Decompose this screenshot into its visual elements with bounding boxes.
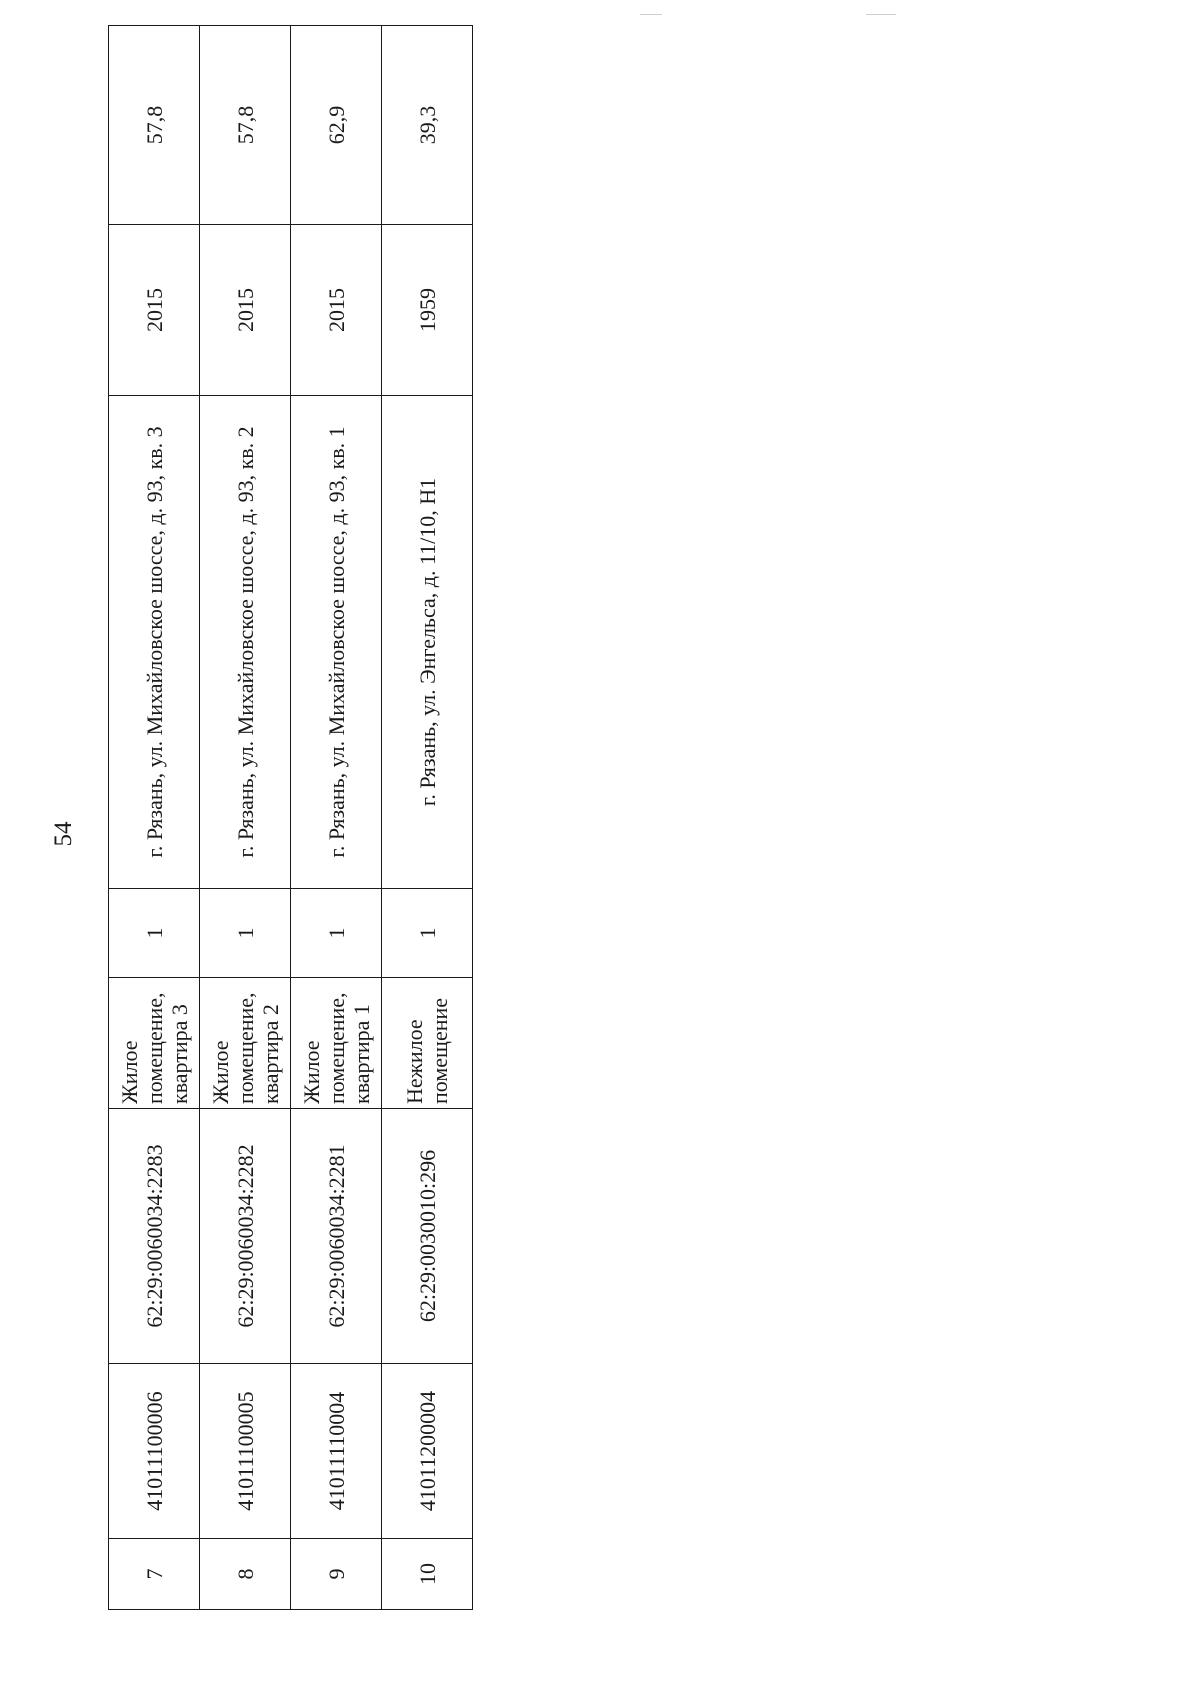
- cell-year: 1959: [382, 225, 473, 396]
- cell-area: 57,8: [109, 26, 200, 225]
- cell-year: 2015: [200, 225, 291, 396]
- object-name-text: Нежилое помещение: [402, 997, 452, 1104]
- cell-quantity: 1: [200, 889, 291, 978]
- property-table: [108, 25, 473, 1610]
- cell-object-name: [382, 978, 473, 1109]
- cell-cadastral-number: 62:29:0060034:2283: [109, 1109, 200, 1364]
- table-row: [200, 26, 291, 1610]
- cell-quantity: 1: [382, 889, 473, 978]
- cell-number: 8: [200, 1539, 291, 1610]
- cell-inventory-number: 41011200004: [382, 1364, 473, 1539]
- cell-cadastral-number: 62:29:0060034:2281: [291, 1109, 382, 1364]
- cell-quantity: 1: [109, 889, 200, 978]
- property-table-rotated: [108, 98, 472, 1610]
- cell-year: 2015: [291, 225, 382, 396]
- table-row: [291, 26, 382, 1610]
- table-row: [382, 26, 473, 1610]
- cell-address: г. Рязань, ул. Михайловское шоссе, д. 93, кв. 2: [200, 396, 291, 889]
- cell-area: 39,3: [382, 26, 473, 225]
- cell-object-name: [291, 978, 382, 1109]
- page-number: 54: [50, 821, 77, 847]
- cell-inventory-number: 41011100005: [200, 1364, 291, 1539]
- cell-inventory-number: 41011110004: [291, 1364, 382, 1539]
- table-row: [109, 26, 200, 1610]
- cell-object-name: [200, 978, 291, 1109]
- cell-object-name: [109, 978, 200, 1109]
- cell-address: г. Рязань, ул. Михайловское шоссе, д. 93, кв. 1: [291, 396, 382, 889]
- cell-number: 7: [109, 1539, 200, 1610]
- cell-area: 62,9: [291, 26, 382, 225]
- cell-number: 10: [382, 1539, 473, 1610]
- cell-cadastral-number: 62:29:0030010:296: [382, 1109, 473, 1364]
- cell-cadastral-number: 62:29:0060034:2282: [200, 1109, 291, 1364]
- cell-address: г. Рязань, ул. Энгельса, д. 11/10, Н1: [382, 396, 473, 889]
- cell-quantity: 1: [291, 889, 382, 978]
- cell-area: 57,8: [200, 26, 291, 225]
- cell-inventory-number: 41011100006: [109, 1364, 200, 1539]
- object-name-text: Жилое помещение, квартира 3: [116, 992, 192, 1104]
- cell-address: г. Рязань, ул. Михайловское шоссе, д. 93, кв. 3: [109, 396, 200, 889]
- cell-year: 2015: [109, 225, 200, 396]
- cell-number: 9: [291, 1539, 382, 1610]
- object-name-text: Жилое помещение, квартира 1: [298, 992, 374, 1104]
- object-name-text: Жилое помещение, квартира 2: [207, 992, 283, 1104]
